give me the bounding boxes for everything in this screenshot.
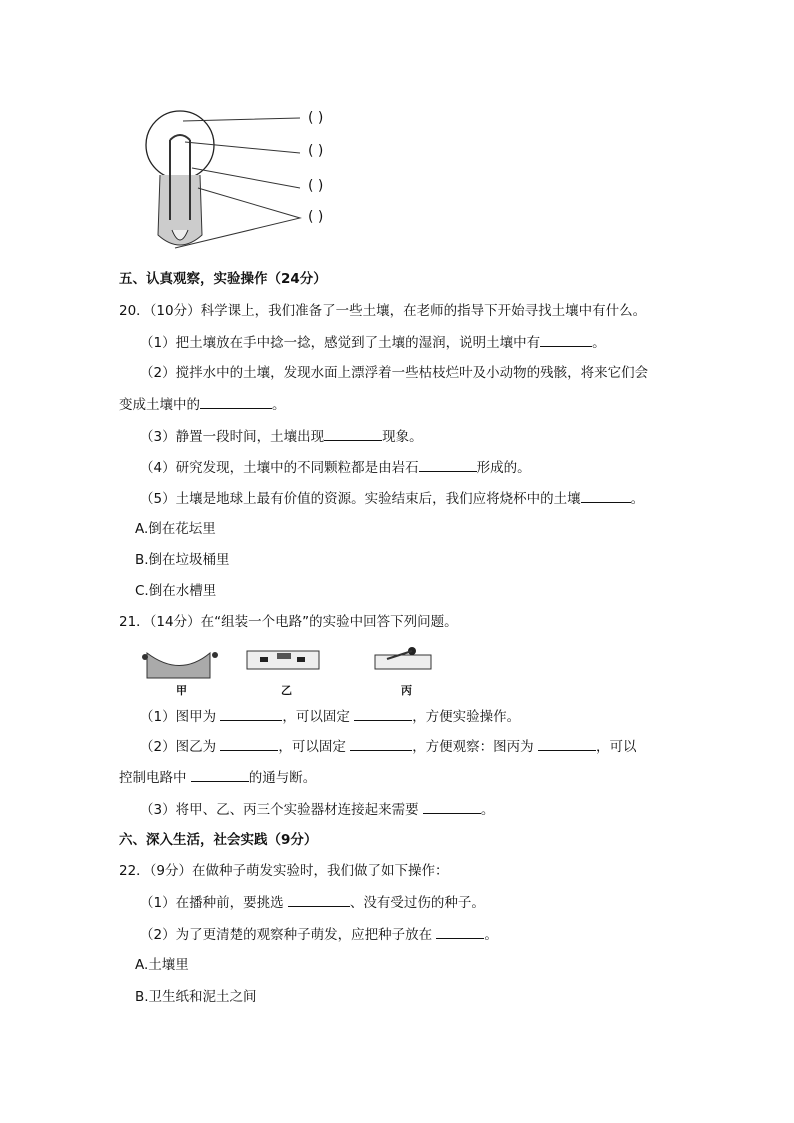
bulb-label-bracket[interactable]: ( ) xyxy=(308,178,324,194)
text: ，可以 xyxy=(595,739,637,755)
bulb-label-bracket[interactable]: ( ) xyxy=(308,110,324,126)
answer-blank[interactable] xyxy=(540,333,592,347)
option[interactable]: C.倒在水槽里 xyxy=(135,583,217,599)
text: 形成的。 xyxy=(476,460,531,476)
option[interactable]: A.土壤里 xyxy=(135,957,189,973)
sub-question xyxy=(140,489,644,508)
answer-blank[interactable] xyxy=(200,395,272,409)
question-stem: 22．（9分）在做种子萌发实验时，我们做了如下操作： xyxy=(119,863,449,879)
option[interactable]: B.倒在垃圾桶里 xyxy=(135,552,230,568)
sub-question xyxy=(140,800,494,819)
sub-question xyxy=(140,893,485,912)
sub-question xyxy=(119,768,316,787)
sub-question xyxy=(140,737,636,756)
option[interactable]: B.卫生纸和泥土之间 xyxy=(135,989,257,1005)
text: 的通与断。 xyxy=(248,770,317,786)
text: 。 xyxy=(484,927,498,943)
answer-blank[interactable] xyxy=(191,768,249,782)
text: （5）土壤是地球上最有价值的资源。实验结束后，我们应将烧杯中的土壤 xyxy=(140,491,581,507)
sub-question xyxy=(140,427,423,446)
sub-question xyxy=(140,333,606,352)
figure-caption: 甲 xyxy=(176,684,187,697)
text: （3）将甲、乙、丙三个实验器材连接起来需要 xyxy=(140,802,423,818)
text: （1）在播种前，要挑选 xyxy=(140,895,288,911)
answer-blank[interactable] xyxy=(350,737,412,751)
text: （1）图甲为 xyxy=(140,709,221,725)
figure-caption: 丙 xyxy=(401,684,412,697)
sub-question: （2）搅拌水中的土壤，发现水面上漂浮着一些枯枝烂叶及小动物的残骸，将来它们会 xyxy=(140,365,649,381)
text: （3）静置一段时间，土壤出现 xyxy=(140,429,325,445)
answer-blank[interactable] xyxy=(436,925,484,939)
sub-question xyxy=(140,925,498,944)
answer-blank[interactable] xyxy=(288,893,350,907)
answer-blank[interactable] xyxy=(220,737,278,751)
text: 。 xyxy=(630,491,645,507)
sub-question xyxy=(140,707,520,726)
text: 控制电路中 xyxy=(119,770,191,786)
answer-blank[interactable] xyxy=(581,489,631,503)
option[interactable]: A.倒在花坛里 xyxy=(135,521,216,537)
text: ，方便实验操作。 xyxy=(412,709,521,725)
text: 、没有受过伤的种子。 xyxy=(349,895,485,911)
answer-blank[interactable] xyxy=(419,458,477,472)
text: 。 xyxy=(272,397,286,413)
question-stem: 21．（14分）在“组装一个电路”的实验中回答下列问题。 xyxy=(119,614,458,630)
text: （4）研究发现，土壤中的不同颗粒都是由岩石 xyxy=(140,460,419,476)
section-heading: 五、认真观察，实验操作（24分） xyxy=(119,271,327,287)
sub-question xyxy=(140,458,531,477)
answer-blank[interactable] xyxy=(220,707,282,721)
text: （2）图乙为 xyxy=(140,739,221,755)
sub-question xyxy=(119,395,286,414)
text: ，可以固定 xyxy=(282,709,355,725)
text: 变成土壤中的 xyxy=(119,397,200,413)
answer-blank[interactable] xyxy=(324,427,382,441)
question-stem: 20．（10分）科学课上，我们准备了一些土壤，在老师的指导下开始寻找土壤中有什么。 xyxy=(119,303,647,319)
answer-blank[interactable] xyxy=(538,737,596,751)
text: ，可以固定 xyxy=(278,739,351,755)
figure-caption: 乙 xyxy=(281,684,292,697)
light-bulb-figure xyxy=(130,100,330,260)
answer-blank[interactable] xyxy=(354,707,412,721)
text: 。 xyxy=(592,335,606,351)
text: ，方便观察：图丙为 xyxy=(412,739,538,755)
text: （2）为了更清楚的观察种子萌发，应把种子放在 xyxy=(140,927,437,943)
section-heading: 六、深入生活，社会实践（9分） xyxy=(119,832,318,848)
bulb-label-bracket[interactable]: ( ) xyxy=(308,209,324,225)
text: 。 xyxy=(480,802,495,818)
text: （1）把土壤放在手中捻一捻，感觉到了土壤的湿润，说明土壤中有 xyxy=(140,335,541,351)
bulb-label-bracket[interactable]: ( ) xyxy=(308,143,324,159)
answer-blank[interactable] xyxy=(423,800,481,814)
text: 现象。 xyxy=(382,429,423,445)
